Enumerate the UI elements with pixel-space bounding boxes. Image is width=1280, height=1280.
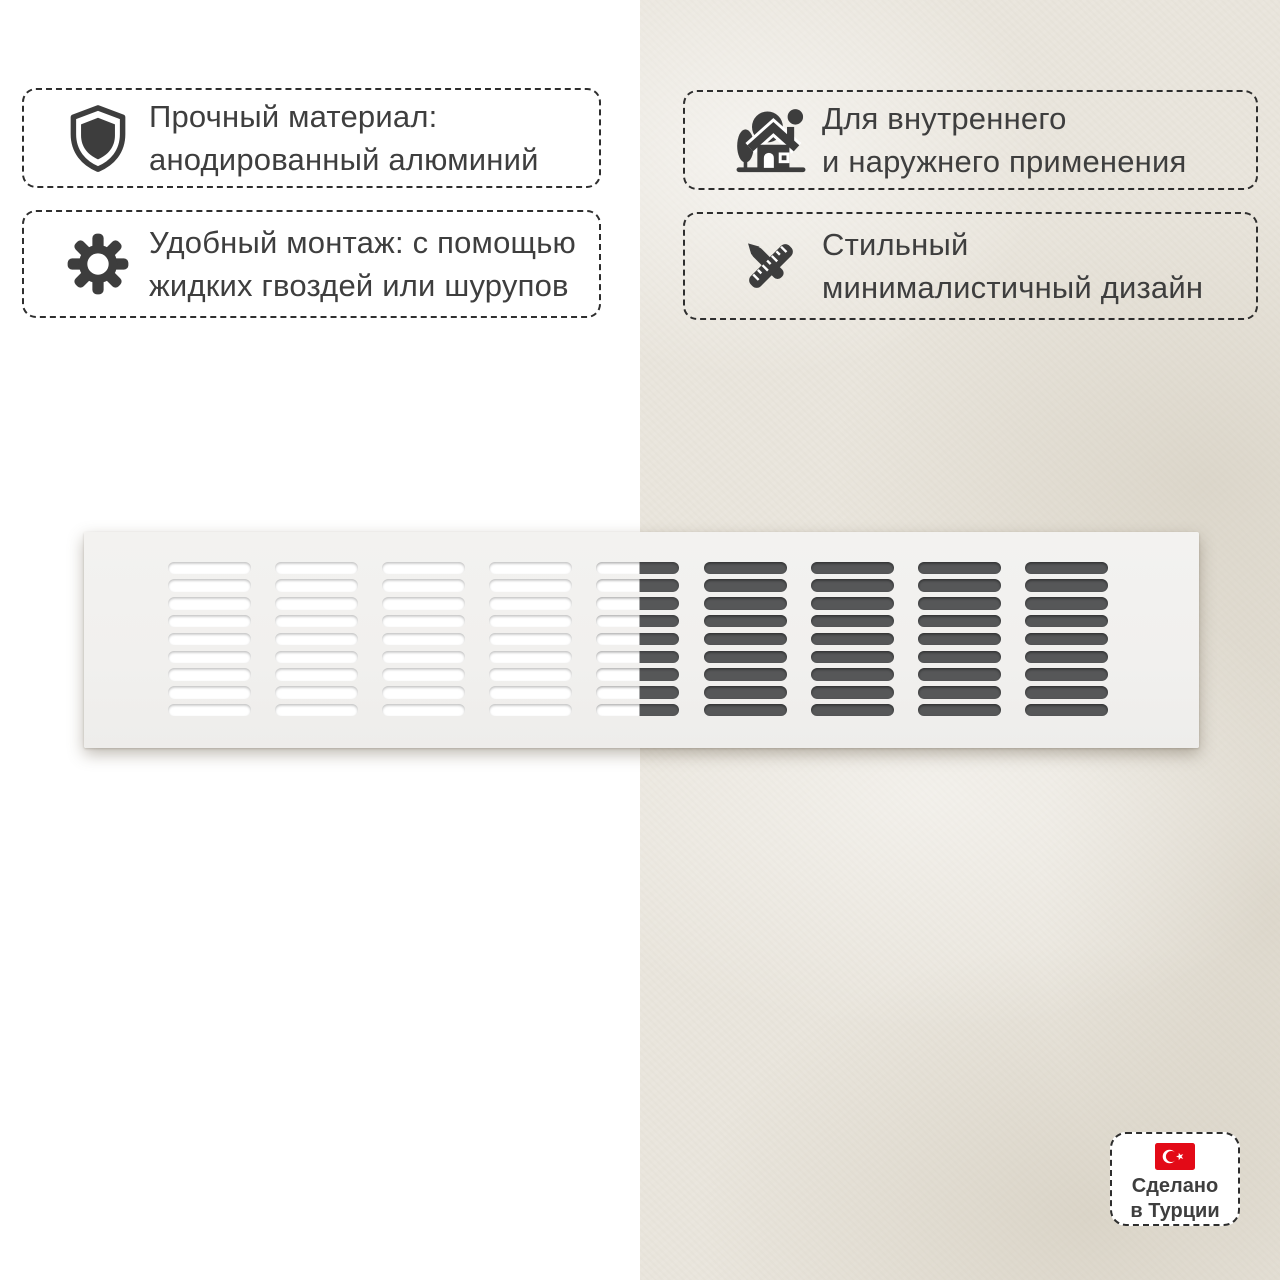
vent-slot: [275, 668, 358, 681]
feature-box-mounting: [22, 210, 601, 318]
vent-slot: [382, 686, 465, 699]
vent-slot: [918, 579, 1001, 592]
vent-slot: [382, 668, 465, 681]
vent-slot: [275, 704, 358, 717]
vent-slot: [811, 668, 894, 681]
vent-slot: [489, 615, 572, 628]
vent-slot: [489, 597, 572, 610]
vent-slot: [704, 651, 787, 664]
vent-slot: [596, 597, 679, 610]
vent-slot: [489, 562, 572, 575]
vent-slot: [275, 633, 358, 646]
made-in-text: [1130, 1174, 1219, 1224]
vent-slot: [275, 597, 358, 610]
vent-slot: [596, 579, 679, 592]
feature-line: и наружнего применения: [822, 144, 1187, 179]
vent-slot: [596, 651, 679, 664]
vent-slot: [1025, 686, 1108, 699]
vent-slot: [704, 579, 787, 592]
vent-slot: [489, 579, 572, 592]
feature-line: Стильный: [822, 227, 969, 262]
vent-slot: [918, 597, 1001, 610]
made-in-badge: [1110, 1132, 1240, 1226]
vent-slot: [704, 562, 787, 575]
vent-slot: [168, 668, 251, 681]
made-in-line: Сделано: [1131, 1175, 1219, 1197]
vent-slot: [596, 633, 679, 646]
pencil-ruler-icon: [733, 228, 809, 304]
vent-slot: [382, 651, 465, 664]
vent-slot: [811, 651, 894, 664]
vent-slot: [704, 686, 787, 699]
vent-slot: [918, 668, 1001, 681]
feature-box-material: [22, 88, 601, 188]
vent-slot: [168, 579, 251, 592]
vent-slot: [168, 704, 251, 717]
vent-slot: [382, 615, 465, 628]
gear-icon: [60, 226, 136, 302]
vent-slot: [275, 651, 358, 664]
vent-slot: [704, 597, 787, 610]
vent-slot: [168, 615, 251, 628]
feature-text-material: [149, 95, 539, 181]
vent-slot: [704, 615, 787, 628]
vent-slot: [168, 651, 251, 664]
vent-slot: [1025, 597, 1108, 610]
vent-slot: [596, 668, 679, 681]
vent-slot: [918, 562, 1001, 575]
feature-line: Для внутреннего: [822, 101, 1067, 136]
vent-slot: [811, 686, 894, 699]
vent-slot: [918, 615, 1001, 628]
vent-slot: [918, 651, 1001, 664]
feature-line: жидких гвоздей или шурупов: [149, 268, 569, 303]
vent-slot: [382, 633, 465, 646]
made-in-line: в Турции: [1130, 1200, 1220, 1222]
vent-slot: [811, 704, 894, 717]
turkey-flag-icon: [1155, 1143, 1195, 1170]
vent-slot: [918, 633, 1001, 646]
vent-slot: [489, 633, 572, 646]
vent-slot: [489, 704, 572, 717]
house-tree-icon: [733, 102, 809, 178]
vent-slot: [811, 633, 894, 646]
vent-slot: [1025, 704, 1108, 717]
vent-slot: [1025, 615, 1108, 628]
vent-slot: [489, 686, 572, 699]
vent-slot: [382, 704, 465, 717]
feature-line: минималистичный дизайн: [822, 270, 1204, 305]
vent-slot: [275, 562, 358, 575]
feature-box-design: [683, 212, 1258, 320]
vent-slot: [596, 686, 679, 699]
vent-slot: [168, 562, 251, 575]
vent-slot: [811, 579, 894, 592]
vent-slot: [168, 686, 251, 699]
vent-slot: [168, 597, 251, 610]
vent-slot: [382, 562, 465, 575]
vent-slot: [382, 579, 465, 592]
feature-line: анодированный алюминий: [149, 142, 539, 177]
vent-slot: [489, 668, 572, 681]
vent-slot: [918, 704, 1001, 717]
vent-slot: [811, 562, 894, 575]
vent-slot: [275, 615, 358, 628]
feature-box-usage: [683, 90, 1258, 190]
vent-slot: [1025, 579, 1108, 592]
vent-slot: [1025, 668, 1108, 681]
vent-slot: [811, 597, 894, 610]
feature-text-mounting: [149, 221, 576, 307]
vent-slot: [596, 615, 679, 628]
vent-slot: [704, 704, 787, 717]
feature-text-usage: [822, 97, 1187, 183]
vent-slot: [489, 651, 572, 664]
vent-slot: [275, 579, 358, 592]
vent-slot: [275, 686, 358, 699]
vent-slot: [596, 704, 679, 717]
vent-slot: [704, 633, 787, 646]
vent-slot: [1025, 651, 1108, 664]
shield-icon: [60, 100, 136, 176]
vent-slot: [811, 615, 894, 628]
vent-slot: [1025, 562, 1108, 575]
feature-line: Прочный материал:: [149, 99, 438, 134]
vent-grille-product-image: [84, 532, 1199, 748]
vent-slot: [1025, 633, 1108, 646]
vent-slot: [918, 686, 1001, 699]
vent-slot: [704, 668, 787, 681]
vent-slot: [168, 633, 251, 646]
vent-slot: [596, 562, 679, 575]
feature-text-design: [822, 223, 1203, 309]
vent-slot: [382, 597, 465, 610]
feature-line: Удобный монтаж: с помощью: [149, 225, 577, 260]
